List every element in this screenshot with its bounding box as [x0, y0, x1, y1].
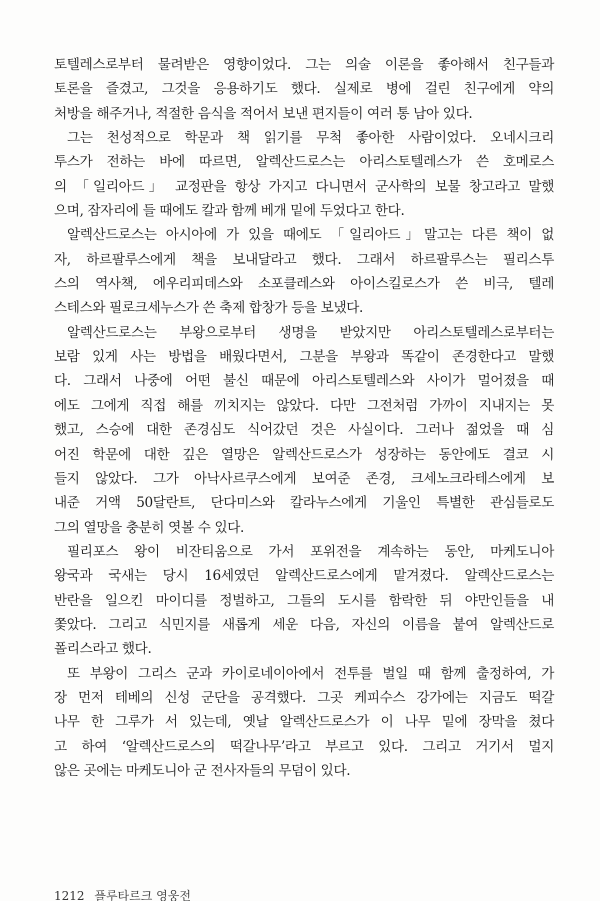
text-line: 했고, 스승에 대한 존경심도 식어갔던 것은 사실이다. 그러나 젊었을 때 심 — [54, 422, 554, 439]
text-line: 또 부왕이 그리스 군과 카이로네이아에서 전투를 벌일 때 함께 출정하여, 가 — [67, 665, 554, 682]
text-line: 그는 천성적으로 학문과 책 읽기를 무척 좋아한 사람이었다. 오네시크리 — [67, 130, 554, 147]
running-title: 플루타르크 영웅전 — [94, 889, 191, 901]
text-line: 않은 곳에는 마케도니아 군 전사자들의 무덤이 있다. — [54, 762, 351, 779]
text-line: 내준 거액 50달란트, 단다미스와 칼라누스에게 기울인 특별한 관심들로도 — [54, 495, 554, 512]
text-line: 쫓았다. 그리고 식민지를 새롭게 세운 다음, 자신의 이름을 붙여 알렉산드로 — [54, 616, 554, 633]
text-line: 왕국과 국새는 당시 16세였던 알렉산드로스에게 맡겨졌다. 알렉산드로스는 — [54, 568, 554, 585]
text-line: 의 「일리아드」 교정판을 항상 가지고 다니면서 군사학의 보물 창고라고 말했 — [54, 178, 554, 195]
paragraph-4 — [54, 321, 554, 540]
text-line: 으며, 잠자리에 들 때에도 칼과 함께 베개 밑에 두었다고 한다. — [54, 203, 405, 220]
text-line: 투스가 전하는 바에 따르면, 알렉산드로스는 아리스토텔레스가 쓴 호메로스 — [54, 154, 554, 171]
paragraph-6 — [54, 662, 554, 784]
text-line: 다. 그래서 나중에 어떤 불신 때문에 아리스토텔레스와 사이가 멀어졌을 때 — [54, 373, 554, 390]
text-line: 그의 열망을 충분히 엿볼 수 있다. — [54, 519, 244, 536]
body-text — [54, 53, 554, 783]
text-line: 나무 한 그루가 서 있는데, 옛날 알렉산드로스가 이 나무 밑에 장막을 쳤다 — [54, 714, 554, 731]
text-line: 보람 있게 사는 방법을 배웠다면서, 그분을 부왕과 똑같이 존경한다고 말했 — [54, 349, 554, 366]
paragraph-3 — [54, 223, 554, 320]
text-line: 에도 그에게 직접 해를 끼치지는 않았다. 다만 그전처럼 가까이 지내지는 못 — [54, 397, 554, 414]
text-line: 처방을 해주거나, 적절한 음식을 적어서 보낸 편지들이 여러 통 남아 있다. — [54, 105, 473, 122]
page-footer — [54, 889, 191, 901]
text-line: 폴리스라고 했다. — [54, 641, 152, 658]
paragraph-1 — [54, 53, 554, 126]
text-line: 알렉산드로스는 아시아에 가 있을 때에도 「일리아드」말고는 다른 책이 없 — [67, 227, 554, 244]
text-line: 고 하여 ‘알렉산드로스의 떡갈나무’라고 부르고 있다. 그리고 거기서 멀지 — [54, 738, 554, 755]
paragraph-5 — [54, 540, 554, 662]
text-line: 스테스와 필로크세누스가 쓴 축제 합창가 등을 보냈다. — [54, 300, 363, 317]
text-line: 알렉산드로스는 부왕으로부터 생명을 받았지만 아리스토텔레스로부터는 — [67, 324, 554, 341]
text-line: 장 먼저 테베의 신성 군단을 공격했다. 그곳 케피수스 강가에는 지금도 떡갈 — [54, 689, 554, 706]
page-number: 1212 — [54, 889, 85, 901]
text-line: 토텔레스로부터 물려받은 영향이었다. 그는 의술 이론을 좋아해서 친구들과 — [54, 57, 554, 73]
text-line: 스의 역사책, 에우리피데스와 소포클레스와 아이스킬로스가 쓴 비극, 텔레 — [54, 276, 554, 293]
text-line: 토론을 즐겼고, 그것을 응용하기도 했다. 실제로 병에 걸린 친구에게 약의 — [54, 81, 554, 98]
text-line: 어진 학문에 대한 깊은 열망은 알렉산드로스가 성장하는 동안에도 결코 시 — [54, 446, 554, 463]
text-line: 들지 않았다. 그가 아낙사르쿠스에게 보여준 존경, 크세노크라테스에게 보 — [54, 470, 554, 487]
text-line: 필리포스 왕이 비잔티움으로 가서 포위전을 계속하는 동안, 마케도니아 — [67, 543, 554, 560]
text-line: 반란을 일으킨 마이디를 정벌하고, 그들의 도시를 함락한 뒤 야만인들을 내 — [54, 592, 554, 609]
paragraph-2 — [54, 126, 554, 223]
text-line: 자, 하르팔루스에게 책을 보내달라고 했다. 그래서 하르팔루스는 필리스투 — [54, 251, 554, 268]
